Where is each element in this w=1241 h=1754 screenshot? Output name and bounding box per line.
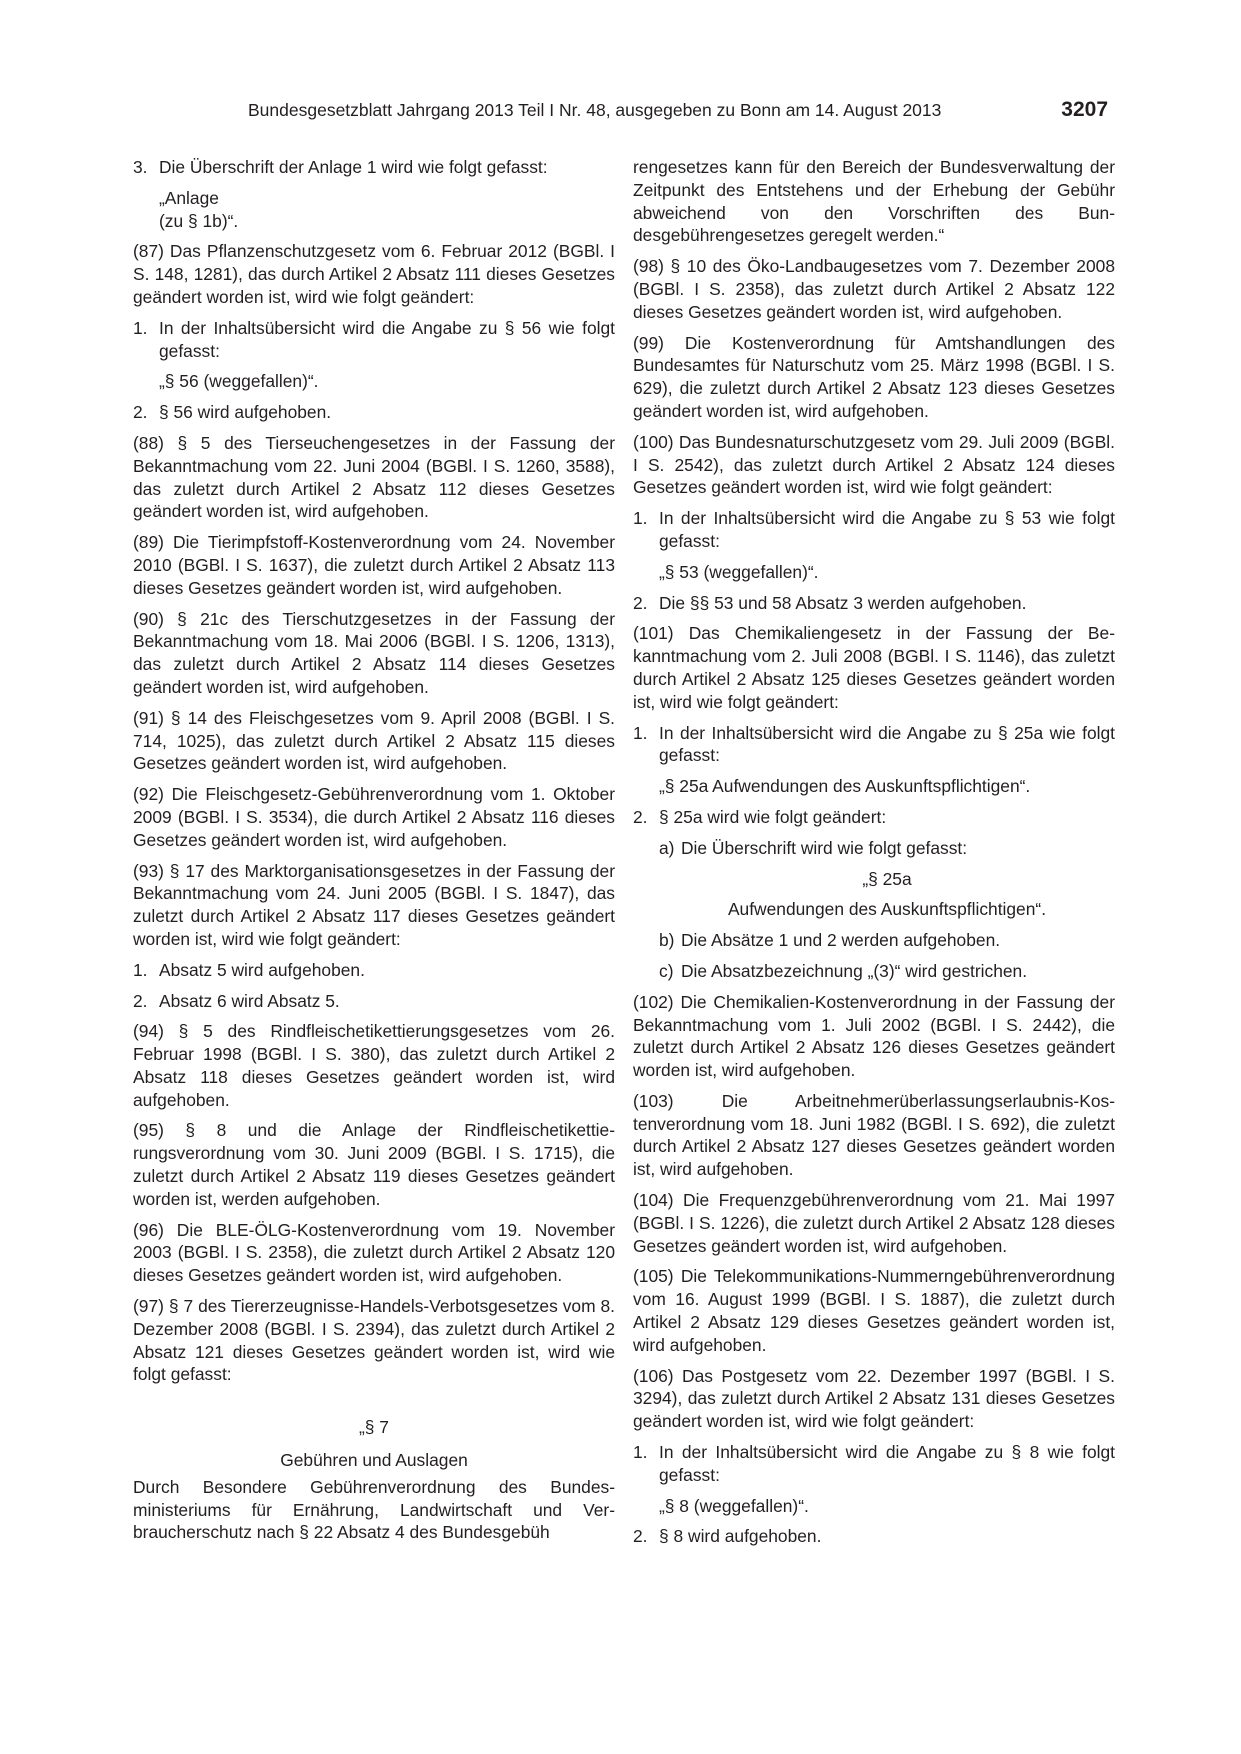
quoted-text: „§ 56 (weggefallen)“. — [159, 371, 319, 392]
continuation-text: rengesetzes kann für den Bereich der Bundesverwaltung der Zeitpunkt des Entstehens und der Erhebung der Gebühr abweichend von den Vorschriften des Bundesgebührengesetzes geregelt werden.“ — [633, 157, 1115, 246]
paragraph-96: (96) Die BLE-ÖLG-Kostenverordnung vom 19. November 2003 (BGBl. I S. 2358), die zuletzt durch Artikel 2 Absatz 120 dieses Gesetzes geändert worden ist, wird aufgehoben. — [133, 1219, 615, 1286]
paragraph-92: (92) Die Fleischgesetz-Gebührenverordnung vom 1. Oktober 2009 (BGBl. I S. 3534), die durch Artikel 2 Absatz 116 dieses Gesetzes geändert worden ist, wird aufgehoben. — [133, 784, 615, 850]
quoted-text: „§ 53 (weggefallen)“. — [659, 561, 819, 582]
paragraph-90: (90) § 21c des Tierschutzgesetzes in der Fassung der Bekanntmachung vom 18. Mai 2006 (BGBl. I S. 1206, 1313), das zuletzt durch Artikel 2 Absatz 114 dieses Gesetzes geändert worden ist, wird aufgehoben. — [133, 608, 615, 697]
list-item: 2. § 8 wird aufgehoben. — [633, 1526, 822, 1547]
sub-item: b) Die Absätze 1 und 2 werden aufgehoben. — [659, 930, 1001, 951]
section-heading: Gebühren und Auslagen — [280, 1450, 468, 1471]
paragraph-104: (104) Die Frequenzgebührenverordnung vom 21. Mai 1997 (BGBl. I S. 1226), die zuletzt durch Artikel 2 Absatz 128 dieses Gesetzes geändert worden ist, wird aufgehoben. — [633, 1190, 1115, 1256]
paragraph-101: (101) Das Chemikaliengesetz in der Fassung der Bekanntmachung vom 2. Juli 2008 (BGBl. I S. 1146), das zuletzt durch Artikel 2 Absatz 125 dieses Gesetzes geändert worden ist, wird wie folgt geändert: — [633, 623, 1115, 712]
paragraph-94: (94) § 5 des Rindfleischetikettierungsgesetzes vom 26. Februar 1998 (BGBl. I S. 380), das zuletzt durch Artikel 2 Absatz 118 dieses Gesetzes geändert worden ist, wird aufgehoben. — [133, 1021, 615, 1110]
paragraph-106: (106) Das Postgesetz vom 22. Dezember 1997 (BGBl. I S. 3294), das zuletzt durch Artikel 2 Absatz 131 dieses Gesetzes geändert worden ist, wird wie folgt geändert: — [633, 1365, 1115, 1432]
paragraph-100: (100) Das Bundesnaturschutzgesetz vom 29. Juli 2009 (BGBl. I S. 2542), das zuletzt durch Artikel 2 Absatz 124 dieses Gesetzes geändert worden ist, wird wie folgt geändert: — [633, 431, 1115, 498]
list-item: 2. § 25a wird wie folgt geändert: — [633, 806, 887, 827]
quoted-text: „Anlage — [159, 187, 219, 208]
list-item: 2. § 56 wird aufgehoben. — [133, 402, 332, 423]
left-column — [133, 156, 615, 1552]
right-column — [633, 156, 1115, 1556]
section-number: „§ 25a — [862, 868, 912, 889]
sub-item: a) Die Überschrift wird wie folgt gefasst: — [659, 837, 968, 858]
paragraph-95: (95) § 8 und die Anlage der Rindfleischetikettierungsverordnung vom 30. Juni 2009 (BGBl. I S. 1715), die zuletzt durch Artikel 2 Absatz 119 dieses Gesetzes geändert worden ist, werden aufgehoben. — [133, 1120, 615, 1209]
paragraph-91: (91) § 14 des Fleischgesetzes vom 9. April 2008 (BGBl. I S. 714, 1025), das zuletzt durch Artikel 2 Absatz 115 dieses Gesetzes geändert worden ist, wird aufgehoben. — [133, 707, 615, 774]
list-item: 2. Die §§ 53 und 58 Absatz 3 werden aufgehoben. — [633, 592, 1027, 613]
paragraph-98: (98) § 10 des Öko-Landbaugesetzes vom 7. Dezember 2008 (BGBl. I S. 2358), das zuletzt durch Artikel 2 Absatz 122 dieses Gesetzes geändert worden ist, wird aufgehoben. — [633, 256, 1115, 322]
paragraph-88: (88) § 5 des Tierseuchengesetzes in der Fassung der Bekanntmachung vom 22. Juni 2004 (BGBl. I S. 1260, 3588), das zuletzt durch Artikel 2 Absatz 112 dieses Gesetzes geändert worden ist, wird aufgehoben. — [133, 432, 615, 522]
section-heading: Aufwendungen des Auskunftspflichtigen“. — [727, 899, 1047, 920]
list-item: 2. Absatz 6 wird Absatz 5. — [133, 990, 340, 1011]
list-item: 1. Absatz 5 wird aufgehoben. — [133, 959, 365, 980]
sub-item: c) Die Absatzbezeichnung „(3)“ wird gestrichen. — [659, 960, 1028, 981]
paragraph-93: (93) § 17 des Marktorganisationsgesetzes in der Fassung der Bekanntmachung vom 24. Juni 2005 (BGBl. I S. 1847), das zuletzt durch Artikel 2 Absatz 117 dieses Gesetzes geändert worden ist, wird wie folgt geändert: — [133, 860, 615, 949]
paragraph-99: (99) Die Kostenverordnung für Amtshandlungen des Bundesamtes für Naturschutz vom 25. März 1998 (BGBl. I S. 629), die zuletzt durch Artikel 2 Absatz 123 dieses Gesetzes geändert worden ist, wird aufgehoben. — [633, 332, 1115, 421]
section-number: „§ 7 — [359, 1417, 389, 1438]
quoted-text: „§ 25a Aufwendungen des Auskunftspflichtigen“. — [659, 776, 1031, 797]
section-body: Durch Besondere Gebührenverordnung des Bundesministeriums für Ernährung, Landwirtschaft und Verbraucherschutz nach § 22 Absatz 4 des Bundesgebüh — [133, 1476, 615, 1543]
list-item: 1. In der Inhaltsübersicht wird die Angabe zu § 25a wie folgt gefasst: — [633, 722, 1115, 766]
list-item: 1. In der Inhaltsübersicht wird die Angabe zu § 53 wie folgt gefasst: — [633, 508, 1115, 551]
page-number: 3207 — [1061, 98, 1108, 121]
paragraph-97: (97) § 7 des Tiererzeugnisse-Handels-Verbotsgesetzes vom 8. Dezember 2008 (BGBl. I S. 2394), das zuletzt durch Artikel 2 Absatz 121 dieses Gesetzes geändert worden ist, wird wie folgt gefasst: — [133, 1296, 615, 1385]
paragraph-102: (102) Die Chemikalien-Kostenverordnung in der Fassung der Bekanntmachung vom 1. Juli 2002 (BGBl. I S. 2442), die zuletzt durch Artikel 2 Absatz 126 dieses Gesetzes geändert worden ist, wird aufgehoben. — [633, 991, 1115, 1081]
quoted-text: „§ 8 (weggefallen)“. — [659, 1495, 809, 1516]
list-item: 3. Die Überschrift der Anlage 1 wird wie folgt gefasst: — [133, 157, 548, 177]
paragraph-89: (89) Die Tierimpfstoff-Kostenverordnung vom 24. November 2010 (BGBl. I S. 1637), die zuletzt durch Artikel 2 Absatz 113 dieses Gesetzes geändert worden ist, wird aufgehoben. — [133, 532, 615, 598]
paragraph-105: (105) Die Telekommunikations-Nummerngebührenverordnung vom 16. August 1999 (BGBl. I S. 1887), die zuletzt durch Artikel 2 Absatz 129 dieses Gesetzes geändert worden ist, wird aufgehoben. — [633, 1266, 1115, 1355]
paragraph-87: (87) Das Pflanzenschutzgesetz vom 6. Februar 2012 (BGBl. I S. 148, 1281), das durch Artikel 2 Absatz 111 dieses Gesetzes geändert worden ist, wird wie folgt geändert: — [133, 241, 615, 307]
running-header: Bundesgesetzblatt Jahrgang 2013 Teil I Nr. 48, ausgegeben zu Bonn am 14. August 2013 — [248, 100, 942, 120]
paragraph-103: (103) Die Arbeitnehmerüberlassungserlaubnis-Kostenverordnung vom 18. Juni 1982 (BGBl. I S. 692), die zuletzt durch Artikel 2 Absatz 127 dieses Gesetzes geändert worden ist, wird aufgehoben. — [633, 1090, 1115, 1180]
quoted-text: (zu § 1b)“. — [159, 210, 239, 231]
list-item: 1. In der Inhaltsübersicht wird die Angabe zu § 8 wie folgt gefasst: — [633, 1442, 1115, 1485]
list-item: 1. In der Inhaltsübersicht wird die Angabe zu § 56 wie folgt gefasst: — [133, 317, 615, 361]
